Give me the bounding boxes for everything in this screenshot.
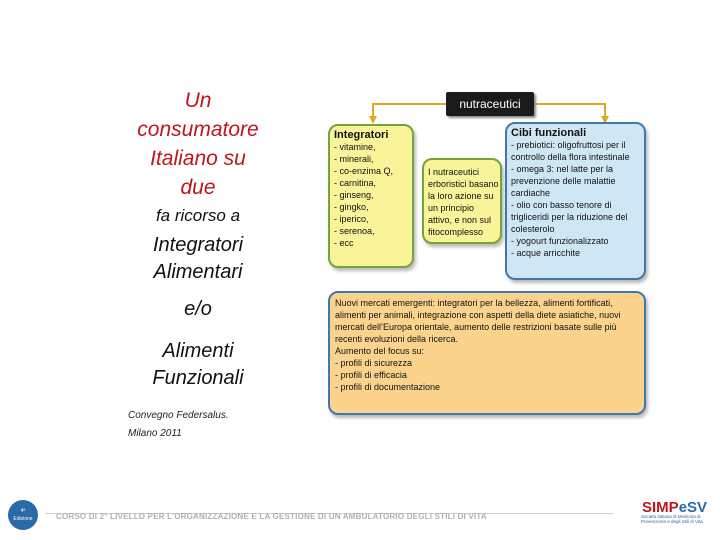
- text-line: - profili di documentazione: [335, 382, 441, 392]
- text-line: Alimentari: [153, 261, 243, 283]
- headline-line: Italiano su: [150, 147, 246, 170]
- list-item: - co-enzima Q,: [334, 166, 394, 176]
- text-line: fitocomplesso: [428, 227, 484, 237]
- text-line: la loro azione su: [428, 191, 494, 201]
- text-line: Funzionali: [152, 367, 244, 389]
- text-line: - acque arricchite: [511, 248, 581, 258]
- list-item: - ginseng,: [334, 190, 374, 200]
- text-line: cardiache: [511, 188, 551, 198]
- text-line: - prebiotici: oligofruttosi per il: [511, 140, 626, 150]
- text-line: trigliceridi per la riduzione del: [511, 212, 628, 222]
- nutraceutici-erboristici-box: [422, 158, 502, 244]
- text-line: - omega 3: nel latte per la: [511, 164, 614, 174]
- list-item: - carnitina,: [334, 178, 377, 188]
- logo-part: eSV: [678, 499, 708, 516]
- text-line: un principio: [428, 203, 475, 213]
- source-note: Convegno Federsalus.: [128, 410, 229, 421]
- text-line: alimenti per animali, integrazione con aspetti della diete asiatiche, nuovi: [335, 310, 621, 320]
- list-item: - ecc: [334, 238, 354, 248]
- cibi-funzionali-box: [505, 122, 646, 280]
- nutraceutici-label: nutraceutici: [446, 92, 534, 116]
- text-line: Aumento del focus su:: [335, 346, 425, 356]
- text-line: prevenzione delle malattie: [511, 176, 616, 186]
- integratori-box: [328, 124, 414, 268]
- list-item: - minerali,: [334, 154, 374, 164]
- text-line: Integratori: [152, 234, 244, 256]
- nuovi-mercati-box: [328, 291, 646, 415]
- text-line: - yogourt funzionalizzato: [511, 236, 609, 246]
- cibi-funzionali-title: Cibi funzionali: [511, 127, 587, 139]
- text-line: - olio con basso tenore di: [511, 200, 612, 210]
- logo-subtitle: Società Italiana di Medicina di Prevenzione e degli Stili di Vita: [641, 514, 703, 524]
- text-line: erboristici basano: [428, 179, 499, 189]
- headline-line: Un: [184, 89, 212, 112]
- text-line: controllo della flora intestinale: [511, 152, 630, 162]
- text-line: colesterolo: [511, 224, 555, 234]
- text-line: Alimenti: [162, 340, 234, 362]
- subhead: fa ricorso a: [155, 206, 241, 225]
- text-line: I nutraceutici: [428, 167, 480, 177]
- source-year: Milano 2011: [128, 428, 182, 439]
- list-item: - vitamine,: [334, 142, 376, 152]
- conjunction-text: e/o: [184, 298, 212, 320]
- text-line: Nuovi mercati emergenti: integratori per la bellezza, alimenti fortificati,: [335, 298, 613, 308]
- text-line: - profili di efficacia: [335, 370, 407, 380]
- badge-label: Edizione: [13, 516, 33, 522]
- text-line: attivo, e non sul: [428, 215, 492, 225]
- list-item: - serenoa,: [334, 226, 375, 236]
- badge-number: 4ª: [20, 508, 26, 514]
- list-item: - iperico,: [334, 214, 369, 224]
- headline-line: due: [180, 176, 216, 199]
- text-line: - profili di sicurezza: [335, 358, 413, 368]
- list-item: - gingko,: [334, 202, 369, 212]
- text-line: mercati dell’Europa orientale, aumento delle restrizioni basate sulle più: [335, 322, 617, 332]
- text-line: recenti evoluzioni della ricerca.: [335, 334, 459, 344]
- course-title: CORSO DI 2° LIVELLO PER L’ORGANIZZAZIONE E LA GESTIONE DI UN AMBULATORIO DEGLI STILI DI VITA: [56, 512, 487, 521]
- logo-part: SIMP: [642, 499, 679, 516]
- headline-line: consumatore: [137, 118, 259, 141]
- edition-badge: [8, 500, 38, 530]
- integratori-title: Integratori: [334, 129, 389, 141]
